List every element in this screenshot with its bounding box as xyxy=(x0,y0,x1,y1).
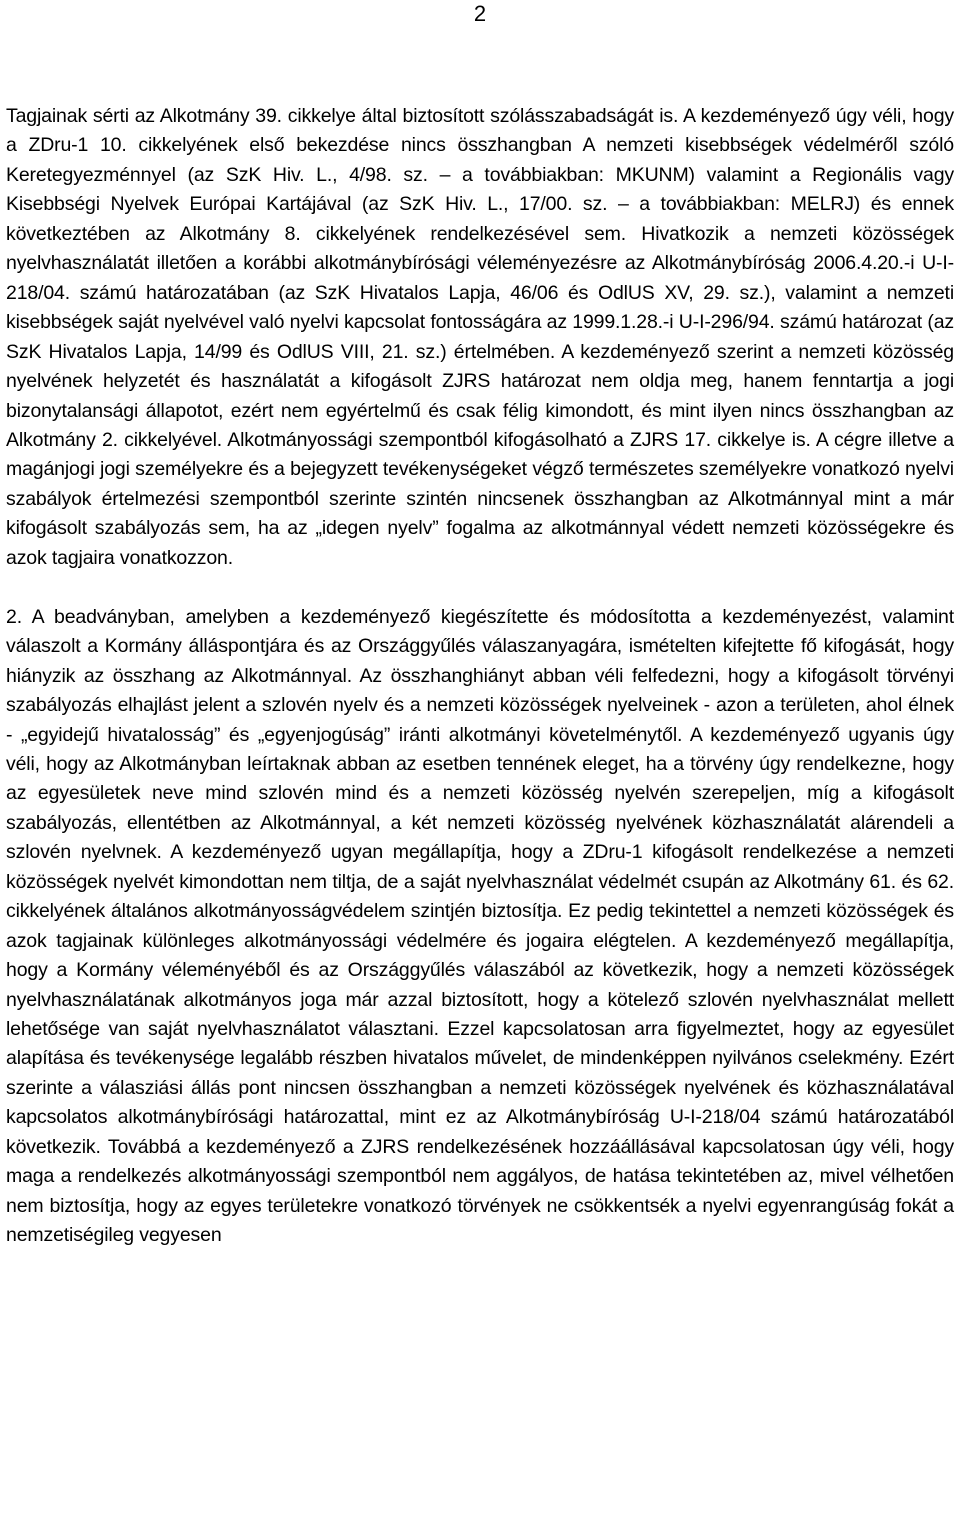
page-number: 2 xyxy=(473,1,487,26)
paragraph-2: 2. A beadványban, amelyben a kezdeményező kiegészítette és módosította a kezdeményezést, valamint válaszolt a Kormány álláspontjára és az Országgyűlés válaszanyagára, ismételten kifejtette fő kifogását, hogy hiányzik az összhang az Alkotmánnyal. Az összhanghiányt abban véli felfedezni, hogy a kifogásolt törvényi szabályozás elhajlást jelent a szlovén nyelv és a nemzeti közösségek nyelveinek - azon a területen, ahol élnek - „egyidejű hivatalosság” és „egyenjogúság” iránti alkotmányi követelménytől. A kezdeményező ugyanis úgy véli, hogy az Alkotmányban leírtaknak abban az esetben tennének eleget, ha a törvény úgy rendelkezne, hogy az egyesületek neve mind szlovén mind és a nemzeti közösség nyelvén szerepeljen, míg a kifogásolt szabályozás, ellentétben az Alkotmánnyal, a két nemzeti közösség nyelvének közhasználatát alárendeli a szlovén nyelvnek. A kezdeményező ugyan megállapítja, hogy a ZDru-1 kifogásolt rendelkezése a nemzeti közösségek nyelvét kimondottan nem tiltja, de a saját nyelvhasználat védelmét csupán az Alkotmány 61. és 62. cikkelyének általános alkotmányosságvédelem szintjén biztosítja. Ez pedig tekintettel a nemzeti közösségek és azok tagjainak különleges alkotmányossági védelmére és jogaira elégtelen. A kezdeményező megállapítja, hogy a Kormány véleményéből és az Országgyűlés válaszából az következik, hogy a nemzeti közösségek nyelvhasználatának alkotmányos joga már azzal biztosított, hogy a kötelező szlovén nyelvhasználat mellett lehetősége van saját nyelvhasználatot választani. Ezzel kapcsolatosan arra figyelmeztet, hogy az egyesület alapítása és tevékenysége legalább részben hivatalos művelet, de mindenképpen nyilvános cselekmény. Ezért szerinte a válasziási állás pont nincsen összhangban a nemzeti közösségek nyelvének és közhasználatával kapcsolatos alkotmánybírósági határozattal, mint ez az Alkotmánybíróság U-I-218/04 számú határozatából következik. Továbbá a kezdeményező a ZJRS rendelkezésének hozzáállásával kapcsolatosan úgy véli, hogy maga a rendelkezés alkotmányossági szempontból nem aggályos, de hatása tekintetében az, mivel vélhetően nem biztosítja, hogy az egyes területekre vonatkozó törvények ne csökkentsék a nyelvi egyenrangúság fokát a nemzetiségileg vegyesen xyxy=(6,605,954,1247)
paragraph-1: Tagjainak sérti az Alkotmány 39. cikkelye által biztosított szólásszabadságát is. A kezdeményező úgy véli, hogy a ZDru-1 10. cikkelyének első bekezdése nincs összhangban A nemzeti kisebbségek védelméről szóló Keretegyezménnyel (az SzK Hiv. L., 4/98. sz. – a továbbiakban: MKUNM) valamint a Regionális vagy Kisebbségi Nyelvek Európai Kartájával (az SzK Hiv. L., 17/00. sz. – a továbbiakban: MELRJ) és ennek következtében az Alkotmány 8. cikkelyének rendelkezésével sem. Hivatkozik a nemzeti közösségek nyelvhasználatát illetően a korábbi alkotmánybírósági véleményezésre az Alkotmánybíróság 2006.4.20.-i U-I-218/04. számú határozatában (az SzK Hivatalos Lapja, 46/06 és OdlUS XV, 29. sz.), valamint a nemzeti kisebbségek saját nyelvével való nyelvi kapcsolat fontosságára az 1999.1.28.-i U-I-296/94. számú határozat (az SzK Hivatalos Lapja, 14/99 és OdlUS VIII, 21. sz.) értelmében. A kezdeményező szerint a nemzeti közösség nyelvének helyzetét és használatát a kifogásolt ZJRS határozat nem oldja meg, hanem fenntartja a jogi bizonytalansági állapotot, ezért nem egyértelmű és csak félig kimondott, és mint ilyen nincs összhangban az Alkotmány 2. cikkelyével. Alkotmányossági szempontból kifogásolható a ZJRS 17. cikkelye is. A cégre illetve a magánjogi jogi személyekre és a bejegyzett tevékenységeket végző természetes személyekre vonatkozó nyelvi szabályok értelmezési szempontból szerinte szintén nincsenek összhangban az Alkotmánnyal mint a már kifogásolt szabályozás sem, ha az „idegen nyelv” fogalma az alkotmánnyal védett nemzeti közösségekre és azok tagjaira vonatkozzon. xyxy=(6,105,954,569)
document-body xyxy=(6,102,954,1251)
